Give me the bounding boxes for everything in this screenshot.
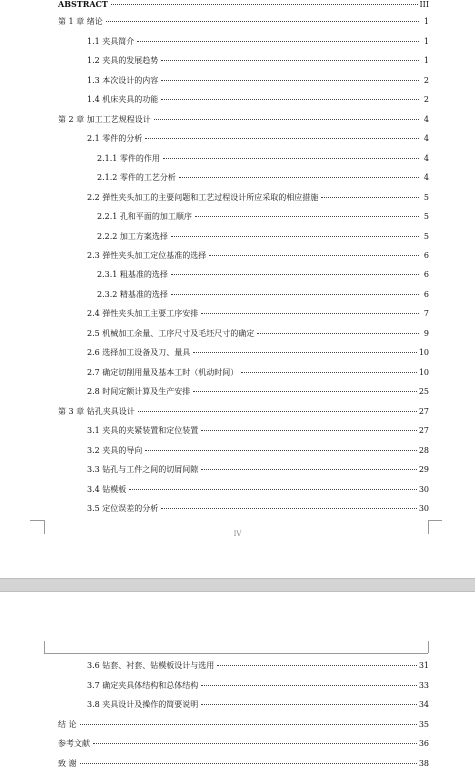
toc-entry[interactable] bbox=[58, 739, 429, 749]
toc-leader-dots bbox=[111, 3, 418, 5]
toc-entry[interactable] bbox=[58, 407, 429, 417]
toc-leader-dots bbox=[241, 371, 417, 373]
toc-entry[interactable] bbox=[87, 134, 429, 144]
toc-entry-title: 2.2.1 孔和平面的加工顺序 bbox=[97, 212, 192, 221]
toc-leader-dots bbox=[217, 664, 417, 666]
toc-leader-dots bbox=[201, 429, 417, 431]
toc-entry[interactable] bbox=[87, 426, 429, 436]
toc-entry-page: 4 bbox=[423, 154, 429, 163]
page-corner-mark bbox=[30, 520, 44, 521]
toc-leader-dots bbox=[80, 762, 417, 764]
toc-entry-title: 3.3 钻孔与工件之间的切屑间隙 bbox=[87, 465, 199, 474]
toc-entry-title: 2.1.2 零件的工艺分析 bbox=[97, 173, 176, 182]
toc-entry-title: 2.7 确定切削用量及基本工时（机动时间） bbox=[87, 368, 239, 377]
toc-entry-title: 2.2 弹性夹头加工的主要问题和工艺过程设计所应采取的相应措施 bbox=[87, 193, 319, 202]
toc-entry-title: 1.4 机床夹具的功能 bbox=[87, 95, 159, 104]
toc-entry[interactable] bbox=[58, 17, 429, 27]
toc-entry[interactable] bbox=[87, 661, 429, 671]
toc-entry-page: 7 bbox=[423, 309, 429, 318]
toc-entry[interactable] bbox=[97, 154, 429, 164]
toc-leader-dots bbox=[93, 742, 417, 744]
toc-leader-dots bbox=[161, 79, 419, 81]
toc-entry-title: 结 论 bbox=[58, 720, 77, 729]
toc-leader-dots bbox=[201, 468, 417, 470]
toc-entry-title: 2.4 弹性夹头加工主要工序安排 bbox=[87, 309, 199, 318]
toc-entry-page: 5 bbox=[423, 232, 429, 241]
toc-entry-page: 10 bbox=[418, 368, 429, 377]
toc-entry-title: 3.8 夹具设计及操作的简要说明 bbox=[87, 700, 199, 709]
toc-leader-dots bbox=[161, 507, 417, 509]
toc-entry-page: 6 bbox=[423, 290, 429, 299]
toc-entry[interactable] bbox=[97, 173, 429, 183]
toc-leader-dots bbox=[195, 215, 419, 217]
toc-entry-title: 2.3 弹性夹头加工定位基准的选择 bbox=[87, 251, 207, 260]
toc-entry-title: ABSTRACT bbox=[58, 0, 108, 9]
toc-entry[interactable] bbox=[58, 759, 429, 769]
toc-entry-title: 致 谢 bbox=[58, 759, 77, 768]
toc-entry-title: 第 2 章 加工工艺规程设计 bbox=[58, 115, 151, 124]
toc-entry-title: 2.6 选择加工设备及刀、量具 bbox=[87, 348, 191, 357]
toc-entry-page: 27 bbox=[418, 407, 429, 416]
toc-leader-dots bbox=[154, 118, 419, 120]
toc-entry-title: 1.3 本次设计的内容 bbox=[87, 76, 159, 85]
toc-entry[interactable] bbox=[97, 290, 429, 300]
toc-entry-title: 参考文献 bbox=[58, 739, 90, 748]
toc-entry-page: 2 bbox=[423, 76, 429, 85]
toc-entry-page: 10 bbox=[418, 348, 429, 357]
toc-entry-title: 3.2 夹具的导向 bbox=[87, 446, 143, 455]
toc-entry[interactable] bbox=[58, 115, 429, 125]
toc-entry[interactable] bbox=[87, 76, 429, 86]
toc-entry[interactable] bbox=[87, 37, 429, 47]
toc-entry[interactable] bbox=[87, 56, 429, 66]
toc-leader-dots bbox=[138, 410, 417, 412]
header-rule bbox=[44, 653, 428, 654]
toc-entry[interactable] bbox=[87, 193, 429, 203]
page-corner-mark bbox=[428, 520, 442, 521]
toc-entry-page: III bbox=[419, 0, 429, 9]
toc-entry[interactable] bbox=[97, 212, 429, 222]
toc-entry-page: 2 bbox=[423, 95, 429, 104]
toc-entry[interactable] bbox=[87, 368, 429, 378]
toc-entry-title: 1.1 夹具简介 bbox=[87, 37, 135, 46]
toc-entry-title: 2.2.2 加工方案选择 bbox=[97, 232, 168, 241]
toc-entry-title: 2.8 时间定额计算及生产安排 bbox=[87, 387, 191, 396]
toc-entry[interactable] bbox=[87, 309, 429, 319]
toc-leader-dots bbox=[257, 332, 419, 334]
toc-entry-page: 6 bbox=[423, 270, 429, 279]
toc-entry-page: 33 bbox=[418, 681, 429, 690]
toc-leader-dots bbox=[106, 20, 419, 22]
toc-entry-title: 第 3 章 钻孔夹具设计 bbox=[58, 407, 135, 416]
toc-entry-title: 2.3.1 粗基准的选择 bbox=[97, 270, 168, 279]
toc-entry-title: 2.3.2 精基准的选择 bbox=[97, 290, 168, 299]
toc-entry[interactable] bbox=[87, 251, 429, 261]
toc-leader-dots bbox=[193, 351, 417, 353]
toc-entry-title: 2.1 零件的分析 bbox=[87, 134, 143, 143]
toc-entry-page: 30 bbox=[418, 485, 429, 494]
toc-entry-page: 4 bbox=[423, 115, 429, 124]
toc-entry-page: 31 bbox=[418, 661, 429, 670]
toc-leader-dots bbox=[193, 390, 417, 392]
toc-entry-page: 1 bbox=[423, 17, 429, 26]
page-corner-mark bbox=[428, 641, 429, 653]
toc-entry[interactable] bbox=[87, 465, 429, 475]
toc-entry[interactable] bbox=[87, 681, 429, 691]
toc-leader-dots bbox=[171, 235, 419, 237]
toc-entry-page: 1 bbox=[423, 56, 429, 65]
toc-entry-page: 5 bbox=[423, 212, 429, 221]
toc-entry-title: 3.5 定位误差的分析 bbox=[87, 504, 159, 513]
toc-entry[interactable] bbox=[87, 504, 429, 514]
toc-leader-dots bbox=[129, 488, 417, 490]
toc-entry-page: 29 bbox=[418, 465, 429, 474]
toc-leader-dots bbox=[171, 273, 419, 275]
toc-entry[interactable] bbox=[87, 446, 429, 456]
toc-entry-page: 27 bbox=[418, 426, 429, 435]
toc-leader-dots bbox=[80, 723, 417, 725]
toc-entry-page: 1 bbox=[423, 37, 429, 46]
toc-leader-dots bbox=[179, 176, 419, 178]
toc-entry-page: 9 bbox=[423, 329, 429, 338]
toc-entry[interactable] bbox=[97, 270, 429, 280]
toc-entry-title: 3.1 夹具的夹紧装置和定位装置 bbox=[87, 426, 199, 435]
toc-leader-dots bbox=[163, 157, 419, 159]
toc-entry-page: 6 bbox=[423, 251, 429, 260]
toc-entry[interactable] bbox=[87, 485, 429, 495]
page-corner-mark bbox=[44, 641, 45, 653]
toc-leader-dots bbox=[137, 40, 419, 42]
toc-leader-dots bbox=[145, 449, 417, 451]
toc-leader-dots bbox=[201, 703, 417, 705]
toc-entry-page: 36 bbox=[418, 739, 429, 748]
toc-leader-dots bbox=[321, 196, 419, 198]
toc-entry[interactable] bbox=[87, 329, 429, 339]
toc-entry-page: 4 bbox=[423, 173, 429, 182]
toc-entry[interactable] bbox=[87, 387, 429, 397]
toc-leader-dots bbox=[201, 312, 419, 314]
page-separator bbox=[0, 578, 475, 592]
toc-leader-dots bbox=[161, 59, 419, 61]
toc-entry[interactable] bbox=[58, 0, 429, 10]
toc-entry-page: 35 bbox=[418, 720, 429, 729]
toc-entry-title: 3.7 确定夹具体结构和总体结构 bbox=[87, 681, 199, 690]
toc-entry-page: 5 bbox=[423, 193, 429, 202]
toc-entry-page: 25 bbox=[418, 387, 429, 396]
toc-leader-dots bbox=[209, 254, 419, 256]
toc-entry[interactable] bbox=[87, 700, 429, 710]
toc-entry[interactable] bbox=[97, 232, 429, 242]
toc-leader-dots bbox=[161, 98, 419, 100]
toc-entry-title: 第 1 章 绪论 bbox=[58, 17, 103, 26]
toc-entry-page: 30 bbox=[418, 504, 429, 513]
toc-entry-page: 38 bbox=[418, 759, 429, 768]
toc-entry-title: 2.1.1 零件的作用 bbox=[97, 154, 160, 163]
toc-entry-title: 3.4 钻模板 bbox=[87, 485, 127, 494]
toc-entry-page: 28 bbox=[418, 446, 429, 455]
toc-entry-title: 1.2 夹具的发展趋势 bbox=[87, 56, 159, 65]
toc-entry[interactable] bbox=[87, 95, 429, 105]
toc-entry-title: 2.5 机械加工余量、工序尺寸及毛坯尺寸的确定 bbox=[87, 329, 255, 338]
toc-leader-dots bbox=[201, 684, 417, 686]
toc-leader-dots bbox=[145, 137, 419, 139]
toc-entry-page: 34 bbox=[418, 700, 429, 709]
toc-entry-title: 3.6 钻套、衬套、钻模板设计与选用 bbox=[87, 661, 215, 670]
page-number: IV bbox=[233, 530, 242, 538]
toc-entry-page: 4 bbox=[423, 134, 429, 143]
toc-entry[interactable] bbox=[87, 348, 429, 358]
toc-entry[interactable] bbox=[58, 720, 429, 730]
toc-leader-dots bbox=[171, 293, 419, 295]
